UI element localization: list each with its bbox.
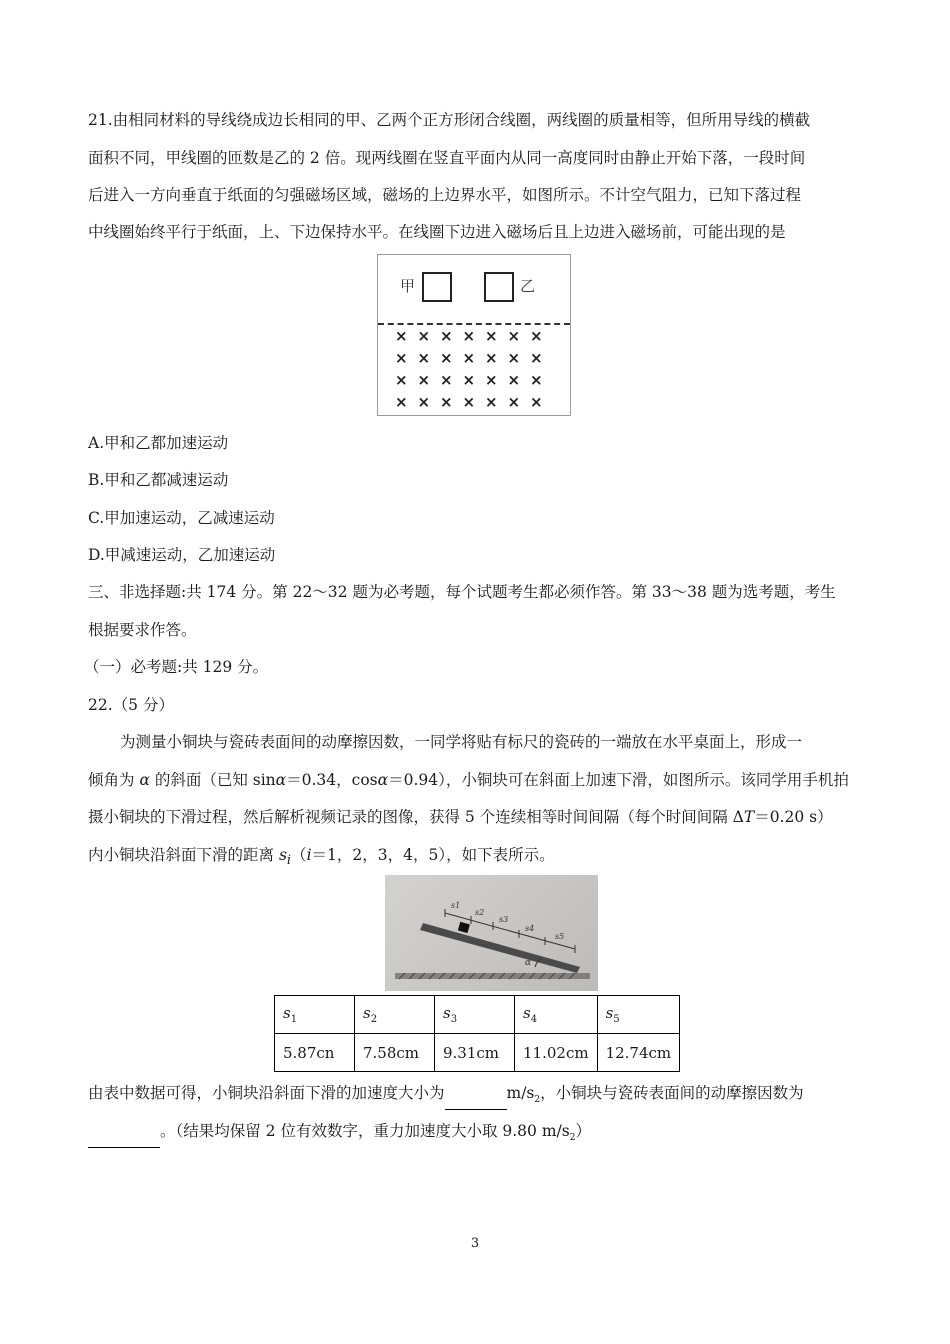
field-cross: × [439, 327, 453, 345]
photo-label-s4: s4 [525, 924, 535, 933]
q22-paragraph-line-1: 为测量小铜块与瓷砖表面间的动摩擦因数，一同学将贴有标尺的瓷砖的一端放在水平桌面上，形成一 [120, 733, 803, 751]
field-cross: × [529, 371, 543, 389]
coil-yi-label: 乙 [520, 277, 536, 295]
field-cross: × [394, 327, 408, 345]
section3-subheading: （一）必考题:共 129 分。 [84, 658, 269, 676]
coil-yi [484, 272, 514, 302]
distance-table [274, 995, 680, 1072]
q22-paragraph-line-4: 内小铜块沿斜面下滑的距离 $s_i(i=1$，2，3，4，5），如下表所示。 [88, 846, 555, 869]
q21-option-c: C.甲加速运动，乙减速运动 [88, 509, 275, 527]
field-cross: × [507, 349, 521, 367]
table-header-row [275, 996, 680, 1034]
photo-label-s2: s2 [475, 908, 485, 917]
table-header-cell: $s_5$ [597, 996, 680, 1034]
photo-label-alpha: α [525, 958, 532, 968]
table-cell: 11.02cm [515, 1034, 598, 1072]
field-cross: × [529, 393, 543, 411]
field-cross: × [507, 393, 521, 411]
q21-line-2: 面积不同，甲线圈的匝数是乙的 2 倍。现两线圈在竖直平面内从同一高度同时由静止开始下落，一段时间 [88, 149, 806, 167]
table-header-cell: $s_1$ [275, 996, 355, 1034]
table-cell: 5.87cn [275, 1034, 355, 1072]
field-cross: × [484, 371, 498, 389]
field-cross: × [529, 349, 543, 367]
field-cross: × [439, 349, 453, 367]
q21-line-3: 后进入一方向垂直于纸面的匀强磁场区域，磁场的上边界水平，如图所示。不计空气阻力，已知下落过程 [88, 186, 802, 204]
section3-line-1: 三、非选择题:共 174 分。第 22～32 题为必考题，每个试题考生都必须作答。第 33～38 题为选考题，考生 [88, 583, 836, 601]
table-header-cell: $s_4$ [515, 996, 598, 1034]
field-cross: × [484, 349, 498, 367]
table-header-cell: $s_3$ [435, 996, 515, 1034]
field-cross: × [439, 371, 453, 389]
table-cell: 12.74cm [597, 1034, 680, 1072]
table-header-cell: $s_2$ [355, 996, 435, 1034]
field-cross: × [507, 327, 521, 345]
field-cross: × [417, 327, 431, 345]
field-cross: × [417, 371, 431, 389]
magnetic-field-crosses [390, 325, 548, 413]
q21-line-1: 21.由相同材料的导线绕成边长相同的甲、乙两个正方形闭合线圈，两线圈的质量相等，但所用导线的横截 [88, 111, 811, 129]
answer-blank-friction[interactable] [88, 1129, 160, 1148]
q22-paragraph-line-3: 摄小铜块的下滑过程，然后解析视频记录的图像，获得 5 个连续相等时间间隔（每个时间间隔 ΔT＝0.20 s） [88, 808, 833, 826]
photo-label-s5: s5 [555, 932, 565, 941]
coil-jia [422, 272, 452, 302]
section3-line-2: 根据要求作答。 [88, 621, 197, 639]
incline-photo [385, 875, 598, 991]
field-cross: × [394, 393, 408, 411]
field-cross: × [462, 393, 476, 411]
q22-answer-line-1: 由表中数据可得，小铜块沿斜面下滑的加速度大小为 $m/s_2$，小铜块与瓷砖表面间的动摩擦因数为 [88, 1083, 804, 1110]
field-cross: × [462, 349, 476, 367]
q21-line-4: 中线圈始终平行于纸面，上、下边保持水平。在线圈下边进入磁场后且上边进入磁场前，可能出现的是 [88, 223, 786, 241]
q21-option-d: D.甲减速运动，乙加速运动 [88, 546, 276, 564]
table-cell: 9.31cm [435, 1034, 515, 1072]
photo-label-s3: s3 [499, 915, 509, 924]
field-cross: × [484, 393, 498, 411]
field-cross: × [417, 393, 431, 411]
field-cross: × [439, 393, 453, 411]
q21-option-b: B.甲和乙都减速运动 [88, 471, 229, 489]
field-cross: × [394, 349, 408, 367]
q22-answer-line-2: 。（结果均保留 2 位有效数字，重力加速度大小取 9.80 $m/s_2$） [88, 1121, 591, 1148]
q22-heading: 22.（5 分） [88, 696, 174, 714]
page-number: 3 [470, 1236, 480, 1251]
photo-label-s1: s1 [451, 901, 461, 910]
table-cell: 7.58cm [355, 1034, 435, 1072]
field-cross: × [394, 371, 408, 389]
field-cross: × [484, 327, 498, 345]
q21-option-a: A.甲和乙都加速运动 [88, 434, 229, 452]
coil-jia-label: 甲 [400, 277, 416, 295]
incline-diagram [385, 875, 598, 991]
magnetic-field-figure [377, 254, 571, 416]
q22-paragraph-line-2: 倾角为 α 的斜面（已知 sinα＝0.34，cosα＝0.94），小铜块可在斜面上加速下滑，如图所示。该同学用手机拍 [88, 771, 849, 789]
field-cross: × [462, 327, 476, 345]
field-cross: × [529, 327, 543, 345]
table-row [275, 1034, 680, 1072]
field-cross: × [507, 371, 521, 389]
field-cross: × [417, 349, 431, 367]
answer-blank-acceleration[interactable] [445, 1091, 507, 1110]
field-cross: × [462, 371, 476, 389]
